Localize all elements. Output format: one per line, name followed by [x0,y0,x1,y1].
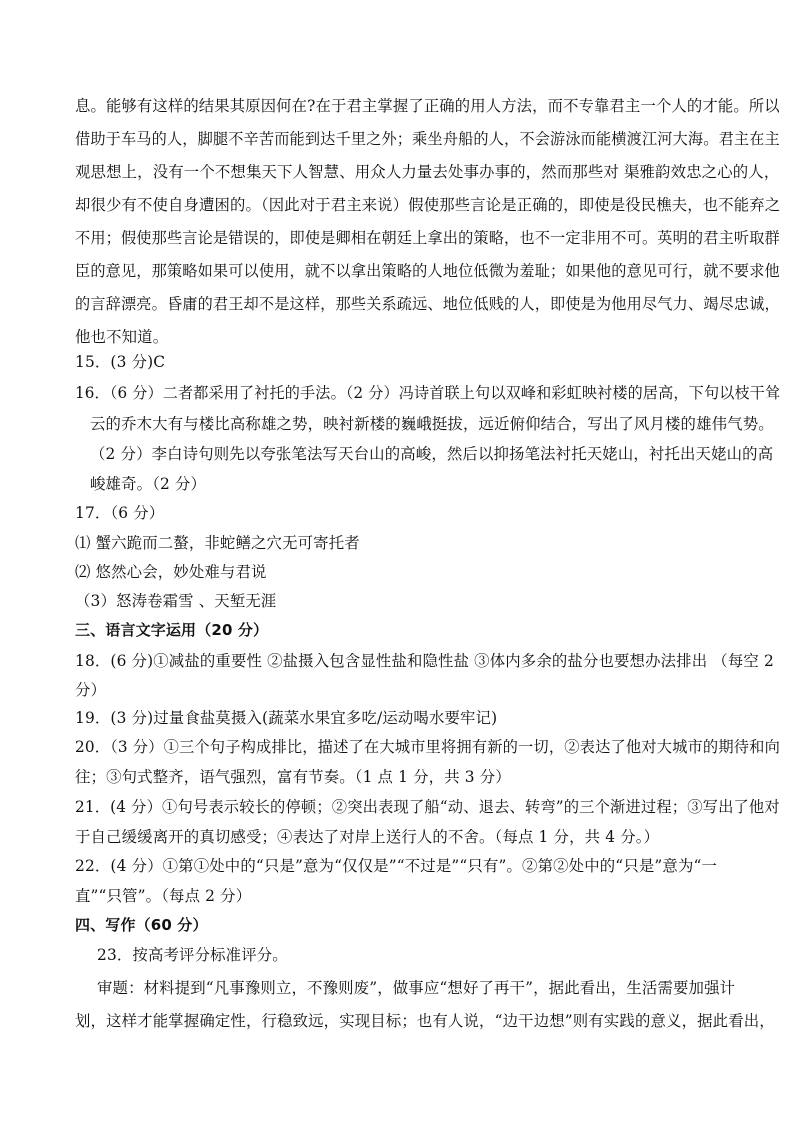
text-line: 峻雄奇。（2 分） [90,475,207,493]
text-line: 16．（6 分）二者都采用了衬托的手法。（2 分）冯诗首联上句以双峰和彩虹映衬楼的居高，下句以枝干耸 [75,384,781,402]
text-line: 22．(4 分）①第①处中的“只是”意为“仅仅是”“不过是”“只有”。②第②处中的“只是”意为“一 [75,857,718,875]
text-line: 他也不知道。 [75,328,169,346]
text-line: 不用；假使那些言论是错误的，即使是卿相在朝廷上拿出的策略，也不一定非用不可。英明的君主听取群 [75,229,780,247]
answer-15: 15．(3 分)C [75,353,166,371]
text-line: 的言辞漂亮。昏庸的君王却不是这样，那些关系疏远、地位低贱的人，即使是为他用尽气力、竭尽忠诚， [75,295,780,313]
text-line: 息。能够有这样的结果其原因何在?在于君主掌握了正确的用人方法，而不专靠君主一个人的才能。所以 [75,97,780,115]
text-line: 直”“只管”。（每点 2 分） [75,887,252,905]
text-line: 分） [75,681,107,699]
text-line: 臣的意见，那策略如果可以使用，就不以拿出策略的人地位低微为羞耻；如果他的意见可行，就不要求他 [75,262,780,280]
text-line: 观思想上，没有一个不想集天下人智慧、用众人力量去处事办事的，然而那些对 渠雅韵效忠之心的人， [75,163,780,181]
answer-title: 17．（6 分） [75,504,165,522]
list-item: ⑴ 蟹六跪而二螯，非蛇鳝之穴无可寄托者 [75,534,360,552]
text-line: （2 分）李白诗句则先以夸张笔法写天台山的高峻，然后以抑扬笔法衬托天姥山，衬托出天姥山的高 [90,445,774,463]
text-line: 划，这样才能掌握确定性，行稳致远，实现目标；也有人说，“边干边想”则有实践的意义，据此看出， [75,1012,775,1030]
text-line: 借助于车马的人，脚腿不辛苦而能到达千里之外；乘坐舟船的人，不会游泳而能横渡江河大海。君主在主 [75,130,780,148]
text-line: 于自己缓缓离开的真切感受；④表达了对岸上送行人的不舍。（每点 1 分，共 4 分。） [75,828,660,846]
text-line: 20．（3 分）①三个句子构成排比，描述了在大城市里将拥有新的一切，②表达了他对大城市的期待和向 [75,738,780,756]
section-heading: 四、写作（60 分） [75,916,208,934]
text-line: 23．按高考评分标准评分。 [97,946,288,964]
text-line: 18．(6 分)①减盐的重要性 ②盐摄入包含显性盐和隐性盐 ③体内多余的盐分也要想办法排出 （每空 2 [75,652,774,670]
text-line: 云的乔木大有与楼比高称雄之势，映衬新楼的巍峨挺拔，远近俯仰结合，写出了风月楼的雄伟气势。 [90,415,774,433]
text-line: 往；③句式整齐，语气强烈，富有节奏。（1 点 1 分，共 3 分） [75,768,511,786]
text-line: 审题：材料提到“凡事豫则立，不豫则废”，做事应“想好了再干”，据此看出，生活需要加强计 [97,979,736,997]
text-line: 21．(4 分）①句号表示较长的停顿；②突出表现了船“动、退去、转弯”的三个渐进过程；③写出了他对 [75,798,780,816]
text-line: 却很少有不使自身遭困的。（因此对于君主来说）假使那些言论是正确的，即使是役民樵夫，也不能弃之 [75,196,781,214]
answer-19: 19．(3 分)过量食盐莫摄入(蔬菜水果宜多吃/运动喝水要牢记) [75,709,498,727]
section-heading: 三、语言文字运用（20 分） [75,621,269,639]
list-item: ⑵ 悠然心会，妙处难与君说 [75,563,267,581]
list-item: （3）怒涛卷霜雪 、天堑无涯 [75,592,277,610]
